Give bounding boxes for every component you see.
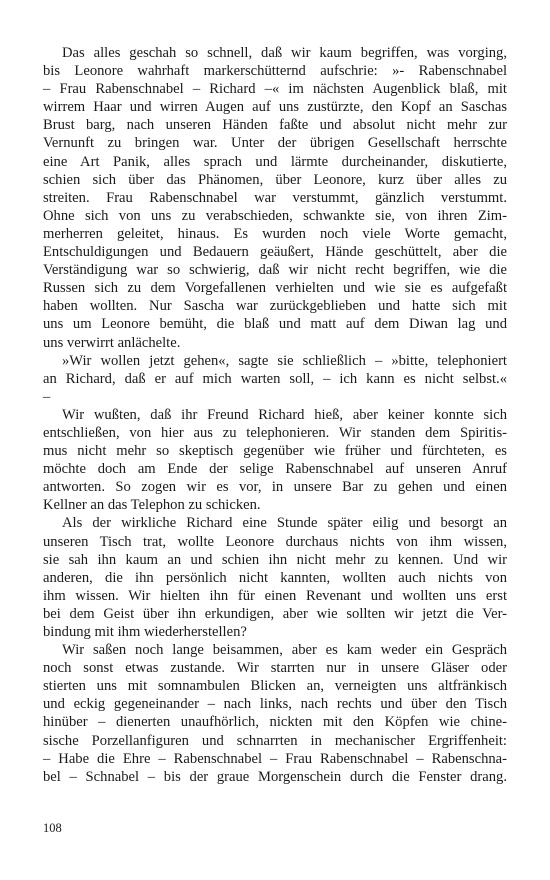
text-line: Vernunft zu bringen war. Unter der übrigen Gesellschaft herrschte (43, 135, 507, 152)
text-line: an Richard, daß er auf mich warten soll, – ich kann es nicht selbst.« (43, 370, 507, 387)
text-line: sie sah ihn kaum an und schien ihn nicht mehr zu kennen. Und wir (43, 551, 507, 568)
text-line: Ohne sich von uns zu verabschieden, schwankte sie, von ihren Zim- (43, 207, 507, 224)
text-line: Brust barg, nach unseren Händen faßte und absolut nicht mehr zur (43, 117, 507, 134)
text-line: Russen sich zu dem Vorgefallenen verhielten und wie sie es aufgefaßt (43, 280, 507, 297)
text-line: noch sonst etwas zustande. Wir starrten nur in unsere Gläser oder (43, 660, 507, 677)
text-line: – Frau Rabenschnabel – Richard –« im nächsten Augenblick blaß, mit (43, 81, 507, 98)
text-line: streiten. Frau Rabenschnabel war verstummt, gänzlich verstummt. (43, 189, 507, 206)
text-line: schien sich über das Phänomen, über Leonore, kurz über alles zu (43, 171, 507, 188)
text-line: Kellner an das Telephon zu schicken. (43, 497, 261, 514)
text-line: unseren Tisch trat, wollte Leonore durchaus nichts von ihm wissen, (43, 533, 507, 550)
text-line: bis Leonore wahrhaft markerschütternd aufschrie: »- Rabenschnabel (43, 63, 507, 80)
text-line: Das alles geschah so schnell, daß wir kaum begriffen, was vorging, (62, 45, 507, 61)
text-line: uns verwirrt anlächelte. (43, 334, 181, 351)
text-line: eine Art Panik, alles sprach und lärmte durcheinander, diskutierte, (43, 153, 507, 170)
text-line: stierten uns mit somnambulen Blicken an, verneigten uns altfränkisch (43, 678, 507, 695)
text-line: – Habe die Ehre – Rabenschnabel – Frau Rabenschnabel – Rabenschna- (43, 750, 507, 767)
text-line: Als der wirkliche Richard eine Stunde später eilig und besorgt an (62, 515, 507, 532)
text-line: wirrem Haar und wirren Augen auf uns zustürzte, den Kopf an Saschas (43, 99, 507, 116)
text-line: bindung mit ihm wiederherstellen? (43, 624, 247, 640)
text-line: Entschuldigungen und Bedauern geäußert, Hände geschüttelt, aber die (43, 244, 507, 261)
text-line: bel – Schnabel – bis der graue Morgenschein durch die Fenster drang. (43, 768, 507, 785)
body-text (43, 44, 507, 786)
text-line: mus nicht mehr so skeptisch gegenüber wie früher und fürchteten, es (43, 443, 507, 460)
text-line: möchte doch am Ende der selige Rabenschnabel auf unseren Anruf (43, 461, 507, 478)
text-line: Wir wußten, daß ihr Freund Richard hieß, aber keiner konnte sich (62, 406, 507, 423)
text-line: merherren geleitet, hinaus. Es wurden noch viele Worte gemacht, (43, 225, 507, 242)
text-line: sische Porzellanfiguren und schnarrten in mechanischer Ergriffenheit: (43, 732, 507, 749)
text-line: »Wir wollen jetzt gehen«, sagte sie schließlich – »bitte, telephoniert (62, 352, 507, 369)
text-line: anderen, die ihn persönlich nicht kannten, wollten auch nichts von (43, 569, 507, 586)
text-line: – (43, 388, 51, 405)
text-line: hinüber – dienerten unaufhörlich, nickten mit den Köpfen wie chine- (43, 714, 507, 731)
text-line: und eckig gegeneinander – nach links, nach rechts und über den Tisch (43, 696, 507, 713)
text-line: entschließen, von hier aus zu telephonieren. Wir standen dem Spiritis- (43, 424, 507, 441)
text-line: ihm wissen. Wir hielten ihn für einen Revenant und wollten uns erst (43, 587, 507, 604)
page-number: 108 (43, 821, 62, 835)
text-line: uns um Leonore bemüht, die blaß und matt auf dem Diwan lag und (43, 316, 507, 333)
text-line: Verständigung war so schwierig, daß wir nicht recht begriffen, wie die (43, 262, 507, 279)
text-line: antworten. So zogen wir es vor, in unsere Bar zu gehen und einen (43, 479, 507, 496)
text-line: haben wollten. Nur Sascha war zurückgeblieben und hatte sich mit (43, 298, 507, 315)
text-line: bei dem Geist über ihn erkundigen, aber wie sollten wir jetzt die Ver- (43, 605, 507, 622)
text-line: Wir saßen noch lange beisammen, aber es kam weder ein Gespräch (62, 642, 507, 659)
